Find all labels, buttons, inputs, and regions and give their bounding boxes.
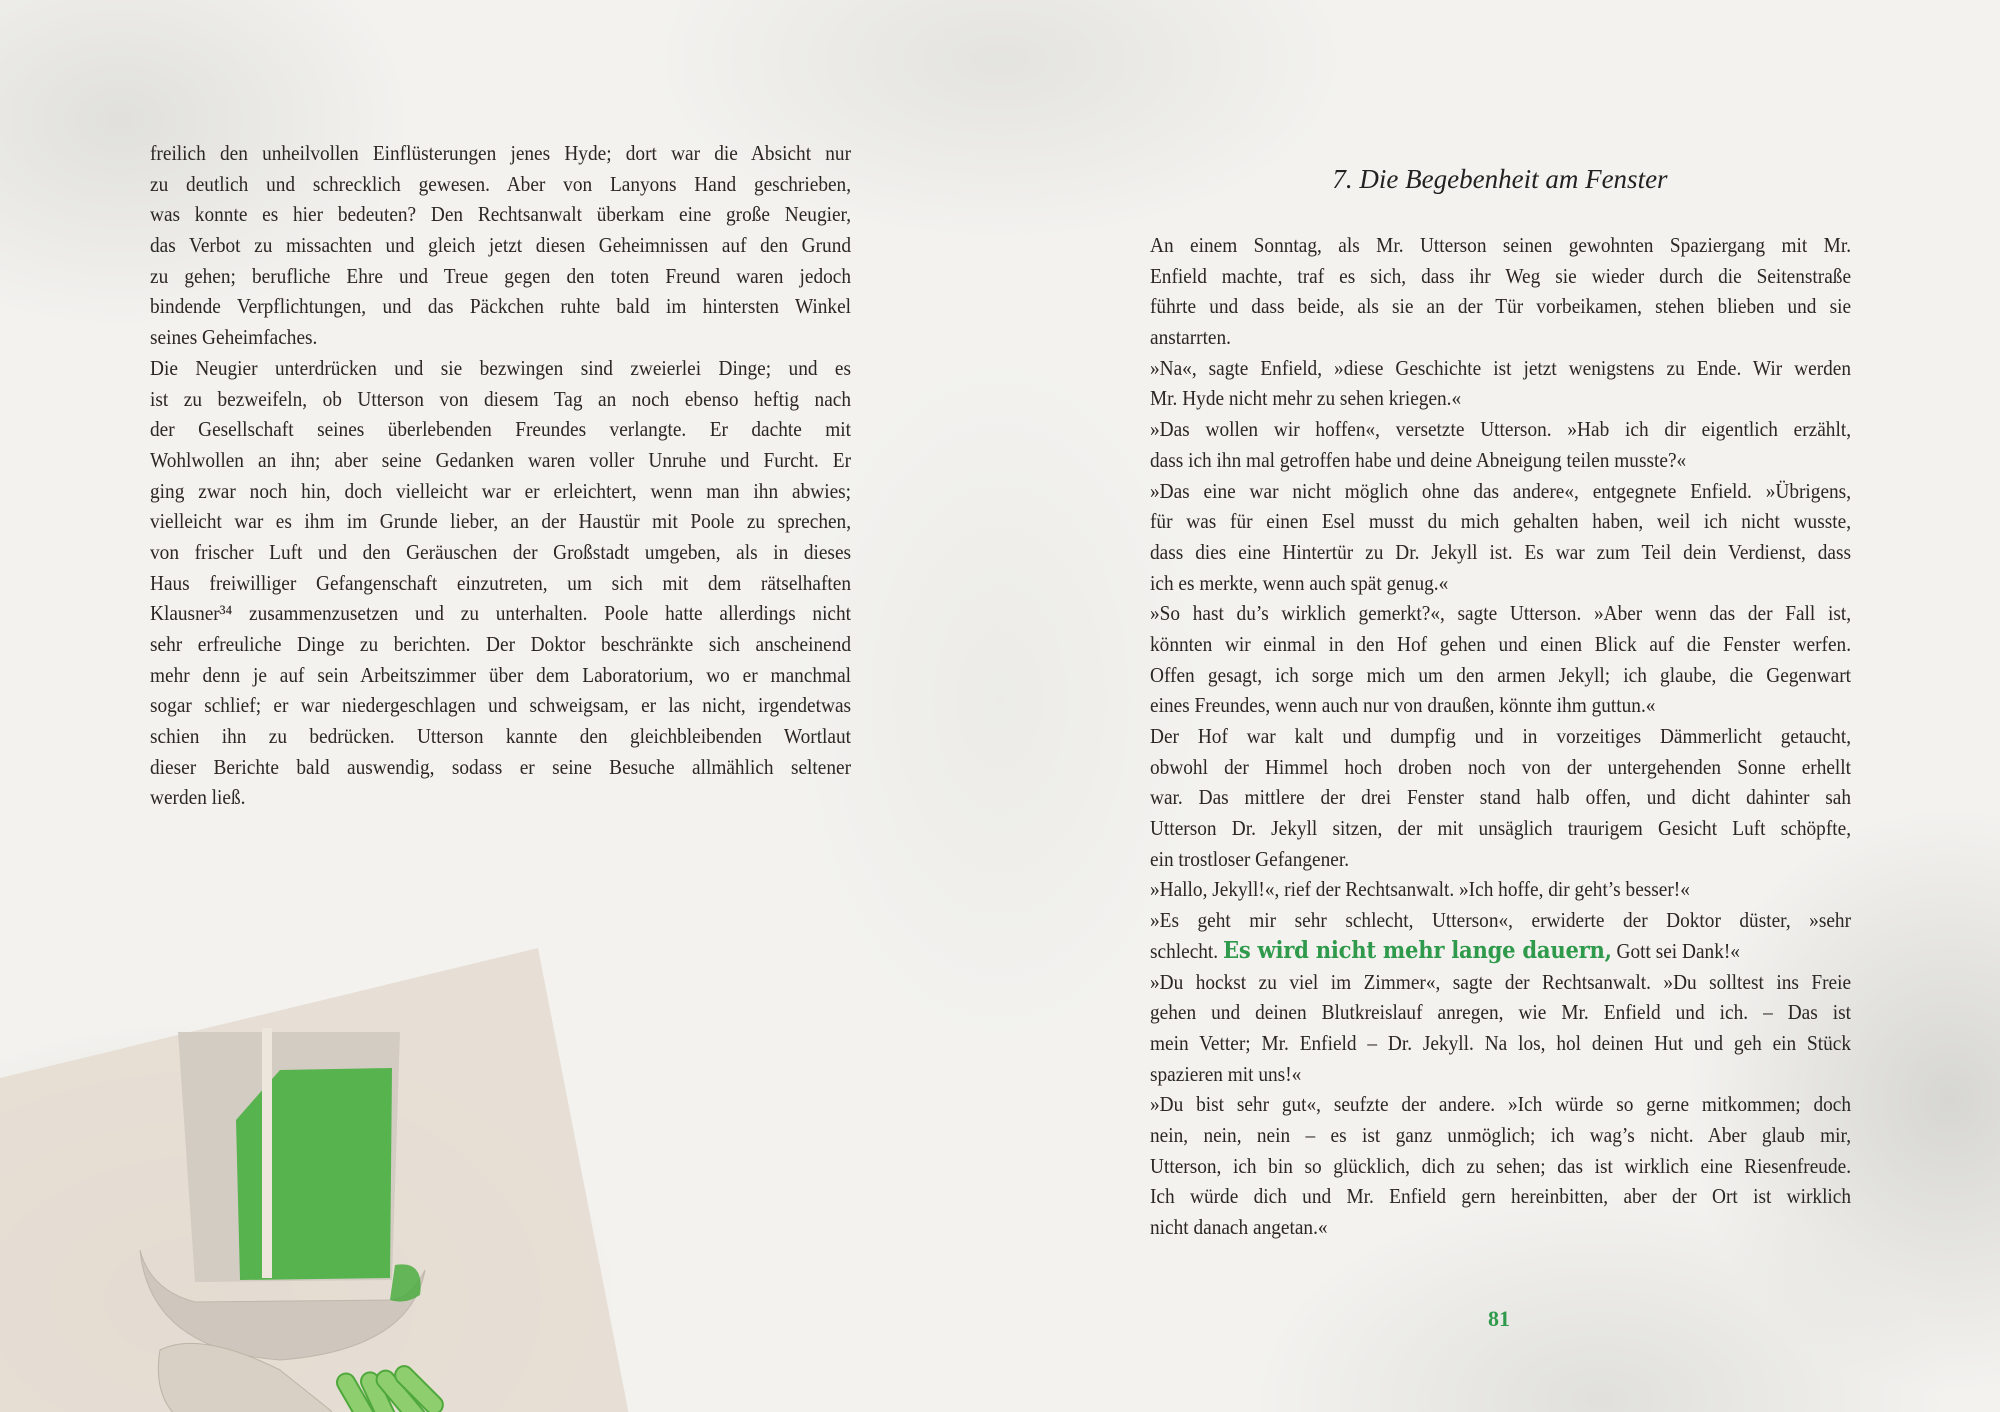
text-line: seines Geheimfaches. [150, 325, 318, 350]
text-line: für was für einen Esel musst du mich gehalten haben, weil ich nicht wusste, [1150, 509, 1852, 534]
text-line: zu deutlich und schrecklich gewesen. Aber von Lanyons Hand geschrieben, [150, 171, 852, 196]
paragraph [1150, 1089, 1851, 1242]
paragraph [1150, 414, 1851, 475]
text-segment: Gott sei Dank!« [1611, 938, 1740, 963]
paragraph [1150, 905, 1851, 966]
text-line: Klausner³⁴ zusammenzusetzen und zu unterhalten. Poole hatte allerdings nicht [150, 601, 852, 626]
hat-green-band [236, 1068, 392, 1280]
text-line: ging zwar noch hin, doch vielleicht war er erleichtert, wenn man ihn abwies; [150, 478, 852, 503]
text-line: könnten wir einmal in den Hof gehen und einen Blick auf die Fenster werfen. [1150, 631, 1852, 656]
text-line: Der Hof war kalt und dumpfig und in vorzeitiges Dämmerlicht getaucht, [1150, 724, 1852, 748]
text-line: spazieren mit uns!« [1150, 1061, 1302, 1086]
text-line: »Na«, sagte Enfield, »diese Geschichte ist jetzt wenigstens zu Ende. Wir werden [1150, 355, 1852, 380]
text-line: führte und dass beide, als sie an der Tür vorbeikamen, stehen blieben und sie [1150, 294, 1852, 319]
chapter-title: 7. Die Begebenheit am Fenster [1332, 164, 1668, 194]
paragraph [150, 138, 851, 353]
paragraph [1150, 476, 1851, 599]
text-line: An einem Sonntag, als Mr. Utterson seinen gewohnten Spaziergang mit Mr. [1150, 233, 1852, 257]
right-body-text [1150, 230, 1851, 1243]
highlighted-quote: Es wird nicht mehr lange dauern, [1222, 936, 1612, 964]
text-line: bindende Verpflichtungen, und das Päckchen ruhte bald im hintersten Winkel [150, 294, 852, 319]
text-line: dass ich ihn mal getroffen habe und deine Abneigung teilen musste?« [1150, 447, 1687, 472]
text-line: ein trostloser Gefangener. [1150, 846, 1350, 871]
text-line: was konnte es hier bedeuten? Den Rechtsanwalt überkam eine große Neugier, [150, 202, 852, 227]
text-line: »Du hockst zu viel im Zimmer«, sagte der Rechtsanwalt. »Du solltest ins Freie [1150, 969, 1852, 994]
text-line: ist zu bezweifeln, ob Utterson von diesem Tag an noch ebenso heftig nach [150, 386, 852, 411]
text-segment: schlecht. [1150, 938, 1223, 963]
text-line: mein Vetter; Mr. Enfield – Dr. Jekyll. Na los, hol deinen Hut und geh ein Stück [1150, 1030, 1852, 1055]
paragraph [1150, 721, 1851, 874]
paragraph [1150, 874, 1851, 905]
text-line: das Verbot zu missachten und gleich jetzt diesen Geheimnissen auf den Grund [150, 233, 852, 258]
text-line: »Es geht mir sehr schlecht, Utterson«, erwiderte der Doktor düster, »sehr [1150, 908, 1852, 933]
page-number: 81 [1488, 1306, 1510, 1331]
text-line: »Das eine war nicht möglich ohne das andere«, entgegnete Enfield. »Übrigens, [1150, 478, 1852, 503]
text-line: mehr denn je auf sein Arbeitszimmer über dem Laboratorium, wo er manchmal [150, 662, 852, 687]
hat-highlight [262, 1028, 272, 1278]
text-line: Enfield machte, traf es sich, dass ihr Weg sie wieder durch die Seitenstraße [1150, 263, 1852, 288]
text-line: nein, nein, nein – es ist ganz unmöglich; ich wag’s nicht. Aber glaub mir, [1150, 1122, 1852, 1147]
text-line: eines Freundes, wenn auch nur von draußen, könnte ihm guttun.« [1150, 693, 1656, 718]
text-line: sogar schlief; er war niedergeschlagen und schweigsam, er las nicht, irgendetwas [150, 693, 852, 718]
text-line [1150, 936, 1851, 967]
text-line: vielleicht war es ihm im Grunde lieber, an der Haustür mit Poole zu sprechen, [150, 509, 852, 534]
text-line: nicht danach angetan.« [1150, 1215, 1328, 1239]
text-line: war. Das mittlere der drei Fenster stand halb offen, und dicht dahinter sah [1150, 785, 1852, 810]
text-line: gehen und deinen Blutkreislauf anregen, wie Mr. Enfield und ich. – Das ist [1150, 1000, 1852, 1025]
text-line: Utterson Dr. Jekyll sitzen, der mit unsäglich traurigem Gesicht Luft schöpfte, [1150, 816, 1852, 841]
paragraph [1150, 230, 1851, 353]
text-line: »So hast du’s wirklich gemerkt?«, sagte Utterson. »Aber wenn das der Fall ist, [1150, 601, 1852, 626]
text-line: Wohlwollen an ihn; aber seine Gedanken waren voller Unruhe und Furcht. Er [150, 447, 852, 472]
text-line: zu gehen; berufliche Ehre und Treue gegen den toten Freund waren jedoch [150, 263, 852, 288]
text-line: anstarrten. [1150, 325, 1232, 350]
text-line: obwohl der Himmel hoch droben noch von der untergehenden Sonne erhellt [1150, 754, 1852, 779]
text-line: dieser Berichte bald auswendig, sodass er seine Besuche allmählich seltener [150, 754, 852, 779]
text-line: Ich würde dich und Mr. Enfield gern hereinbitten, aber der Ort ist wirklich [1150, 1184, 1852, 1209]
text-line: Offen gesagt, ich sorge mich um den armen Jekyll; ich glaube, die Gegenwart [1150, 662, 1852, 687]
text-line: »Hallo, Jekyll!«, rief der Rechtsanwalt. »Ich hoffe, dir geht’s besser!« [1150, 877, 1690, 902]
text-line: Die Neugier unterdrücken und sie bezwingen sind zweierlei Dinge; und es [150, 355, 852, 380]
text-line: ich es merkte, wenn auch spät genug.« [1150, 570, 1449, 595]
text-line: Utterson, ich bin so glücklich, dich zu sehen; das ist wirklich eine Riesenfreude. [1150, 1153, 1852, 1178]
text-line: »Du bist sehr gut«, seufzte der andere. »Ich würde so gerne mitkommen; doch [1150, 1092, 1852, 1117]
text-line: Haus freiwilliger Gefangenschaft einzutreten, um sich mit dem rätselhaften [150, 570, 852, 595]
text-line: »Das wollen wir hoffen«, versetzte Utterson. »Hab ich dir eigentlich erzählt, [1150, 417, 1852, 442]
left-body-text [150, 138, 851, 813]
text-line: freilich den unheilvollen Einflüsterungen jenes Hyde; dort war die Absicht nur [150, 141, 852, 165]
text-line: dass dies eine Hintertür zu Dr. Jekyll ist. Es war zum Teil dein Verdienst, dass [1150, 539, 1852, 564]
text-line: von frischer Luft und den Geräuschen der Großstadt umgeben, als in dieses [150, 539, 852, 564]
paragraph [1150, 353, 1851, 414]
text-line: werden ließ. [150, 785, 246, 810]
top-hat-and-gloved-hand-icon [0, 900, 680, 1412]
text-line: schien ihn zu bedrücken. Utterson kannte den gleichbleibenden Wortlaut [150, 724, 852, 749]
paragraph [1150, 598, 1851, 721]
text-line: sehr erfreuliche Dinge zu berichten. Der Doktor beschränkte sich anscheinend [150, 632, 852, 656]
paragraph [1150, 967, 1851, 1090]
text-line: Mr. Hyde nicht mehr zu sehen kriegen.« [1150, 386, 1462, 411]
text-line: der Gesellschaft seines überlebenden Freundes verlangte. Er dachte mit [150, 417, 852, 442]
paragraph [150, 353, 851, 813]
